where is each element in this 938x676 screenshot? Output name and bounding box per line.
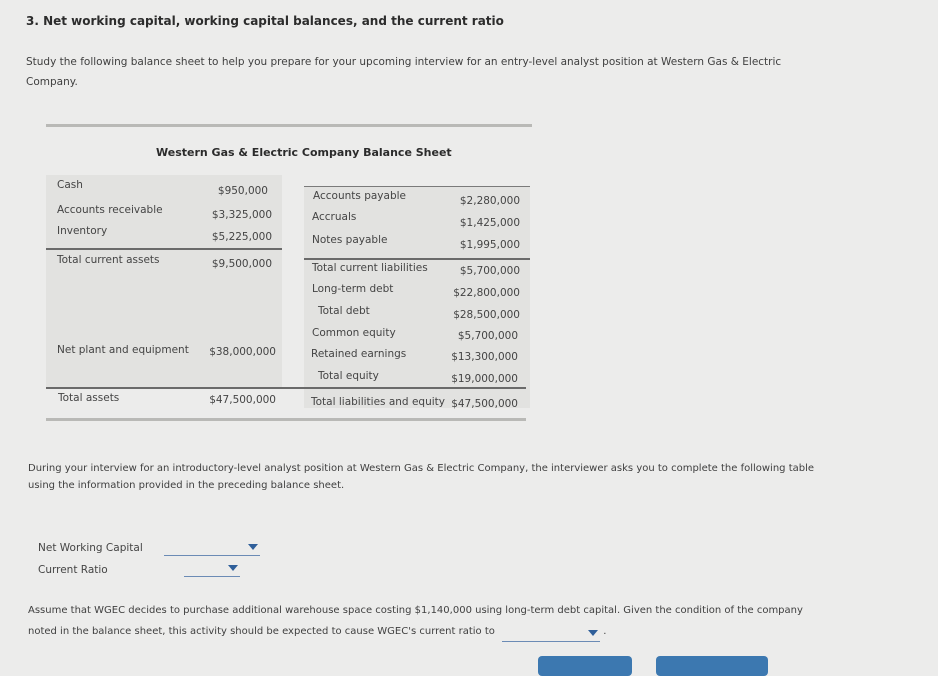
inventory-value: $5,225,000 xyxy=(211,231,272,243)
chevron-down-icon xyxy=(588,630,598,636)
total-current-assets-value: $9,500,000 xyxy=(211,258,272,270)
total-equity-label: Total equity xyxy=(318,370,379,382)
current-liabilities-rule xyxy=(304,258,530,260)
interview-text: During your interview for an introductory-level analyst position at Western Gas & Electric Company, the interviewer asks you to complete the following table using the information provided in the preceding balance sheet. xyxy=(28,463,815,491)
primary-button-right[interactable] xyxy=(656,656,768,676)
assumption-text xyxy=(28,600,818,642)
accruals-value: $1,425,000 xyxy=(459,217,520,229)
total-equity-value: $19,000,000 xyxy=(451,373,518,385)
total-assets-rule xyxy=(46,387,526,389)
current-ratio-change-dropdown[interactable] xyxy=(502,627,600,642)
accruals-label: Accruals xyxy=(312,211,357,223)
total-current-liabilities-value: $5,700,000 xyxy=(459,265,520,277)
long-term-debt-value: $22,800,000 xyxy=(453,287,520,299)
current-ratio-label: Current Ratio xyxy=(38,564,108,576)
total-current-liabilities-label: Total current liabilities xyxy=(312,262,428,274)
notes-payable-label: Notes payable xyxy=(312,234,388,246)
net-plant-value: $38,000,000 xyxy=(209,346,276,358)
common-equity-label: Common equity xyxy=(312,327,396,339)
inventory-label: Inventory xyxy=(57,225,108,237)
retained-earnings-label: Retained earnings xyxy=(311,348,407,360)
table-bottom-rule xyxy=(46,418,526,421)
common-equity-value: $5,700,000 xyxy=(457,330,518,342)
ap-value: $2,280,000 xyxy=(459,195,520,207)
total-debt-label: Total debt xyxy=(318,305,370,317)
nwc-label: Net Working Capital xyxy=(38,542,143,554)
total-assets-label: Total assets xyxy=(58,392,120,404)
balance-sheet-title: Western Gas & Electric Company Balance Sheet xyxy=(156,146,452,159)
ar-label: Accounts receivable xyxy=(57,204,163,216)
cash-value: $950,000 xyxy=(217,185,268,197)
long-term-debt-label: Long-term debt xyxy=(312,283,394,295)
chevron-down-icon xyxy=(248,544,258,550)
question-title: 3. Net working capital, working capital balances, and the current ratio xyxy=(26,14,504,28)
ap-label: Accounts payable xyxy=(313,190,406,202)
nwc-dropdown[interactable] xyxy=(164,541,260,556)
current-assets-rule xyxy=(46,248,282,250)
chevron-down-icon xyxy=(228,565,238,571)
current-ratio-dropdown[interactable] xyxy=(184,562,240,577)
total-debt-value: $28,500,000 xyxy=(453,309,520,321)
retained-earnings-value: $13,300,000 xyxy=(451,351,518,363)
net-plant-label: Net plant and equipment xyxy=(57,344,189,356)
total-liabilities-equity-value: $47,500,000 xyxy=(451,398,518,410)
assumption-sentence: Assume that WGEC decides to purchase additional warehouse space costing $1,140,000 using long-term debt capital. Given the condition of the company noted in the balance sheet, this activity should be expected to cause WGEC's current ratio to xyxy=(28,605,803,637)
total-assets-value: $47,500,000 xyxy=(209,394,276,406)
primary-button-left[interactable] xyxy=(538,656,632,676)
intro-text: Study the following balance sheet to help you prepare for your upcoming interview for an entry-level analyst position at Western Gas & Electric Company. xyxy=(26,56,782,88)
cash-label: Cash xyxy=(57,179,83,191)
notes-payable-value: $1,995,000 xyxy=(459,239,520,251)
total-liabilities-equity-label: Total liabilities and equity xyxy=(311,396,445,408)
liabilities-top-rule xyxy=(304,186,530,187)
total-current-assets-label: Total current assets xyxy=(57,254,160,266)
assumption-suffix: . xyxy=(603,626,607,637)
table-top-rule xyxy=(46,124,532,127)
ar-value: $3,325,000 xyxy=(211,209,272,221)
